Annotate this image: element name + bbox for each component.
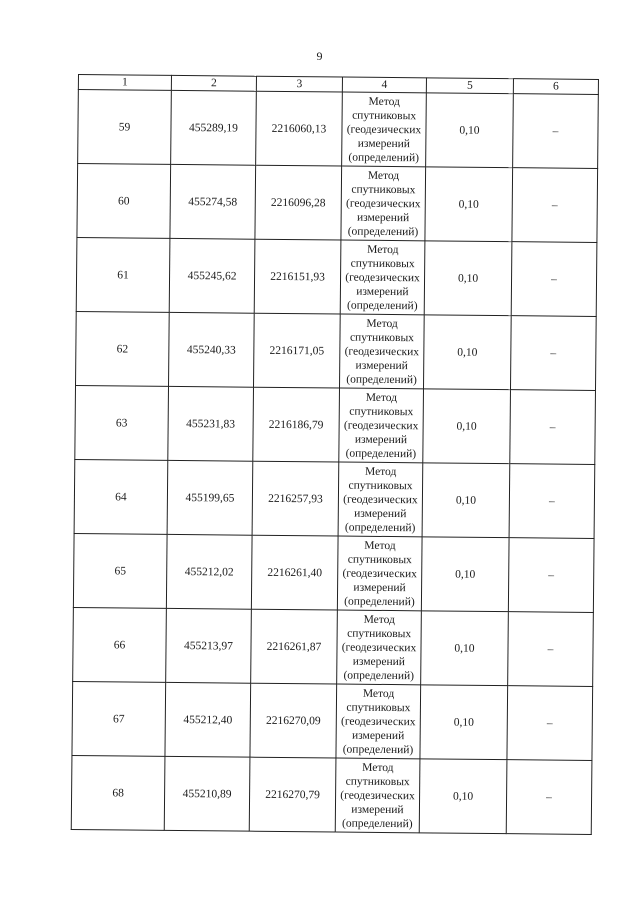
x-coordinate-cell: 455240,33 — [169, 312, 255, 387]
method-line: Метод — [364, 465, 397, 478]
method-line: (геодезических — [340, 789, 415, 802]
table-body — [71, 90, 598, 835]
accuracy-cell: 0,10 — [421, 537, 509, 612]
method-line: измерений — [354, 433, 408, 446]
column-header: 4 — [342, 77, 426, 93]
column-header: 6 — [513, 79, 598, 95]
method-line: спутниковых — [350, 257, 415, 270]
method-line: Метод — [363, 613, 395, 626]
method-line: (определений) — [348, 151, 420, 164]
note-cell: – — [508, 612, 594, 687]
method-cell — [335, 758, 420, 833]
note-cell: – — [509, 464, 595, 539]
method-line: (определений) — [342, 743, 414, 756]
method-line: (определений) — [341, 817, 413, 830]
method-line: измерений — [351, 803, 404, 816]
note-cell: – — [511, 242, 597, 317]
y-coordinate-cell: 2216261,87 — [251, 609, 338, 684]
method-line: Метод — [362, 761, 394, 774]
method-line: спутниковых — [346, 701, 411, 714]
method-cell — [336, 684, 421, 759]
method-line: спутниковых — [352, 109, 417, 122]
point-number-cell: 60 — [77, 164, 171, 239]
accuracy-cell: 0,10 — [423, 315, 511, 390]
point-number-cell: 66 — [73, 607, 167, 682]
table-row — [76, 311, 597, 390]
accuracy-cell: 0,10 — [422, 463, 510, 538]
table-row — [74, 459, 595, 538]
table-row — [73, 607, 594, 686]
accuracy-cell: 0,10 — [420, 685, 508, 760]
table-row — [76, 237, 597, 316]
method-line: Метод — [362, 687, 395, 700]
note-cell: – — [506, 760, 592, 835]
method-line: измерений — [353, 581, 406, 594]
table-row — [73, 533, 594, 612]
method-line: спутниковых — [345, 775, 410, 788]
y-coordinate-cell: 2216096,28 — [255, 165, 342, 240]
method-line: (геодезических — [346, 123, 422, 136]
method-line: (определений) — [344, 521, 416, 534]
point-number-cell: 61 — [76, 237, 170, 312]
method-cell — [339, 388, 424, 463]
table-row — [77, 164, 598, 243]
note-cell: – — [508, 538, 594, 613]
method-cell — [337, 610, 422, 685]
note-cell: – — [510, 390, 596, 465]
method-line: спутниковых — [349, 331, 415, 344]
column-header: 2 — [171, 75, 256, 91]
table-row — [71, 755, 592, 834]
x-coordinate-cell: 455231,83 — [168, 386, 254, 461]
method-cell — [338, 462, 423, 537]
table-row — [75, 385, 596, 464]
method-cell — [340, 240, 425, 315]
column-header: 1 — [78, 75, 171, 91]
method-line: Метод — [367, 243, 399, 256]
accuracy-cell: 0,10 — [425, 167, 513, 242]
x-coordinate-cell: 455274,58 — [170, 164, 256, 239]
x-coordinate-cell: 455212,02 — [166, 534, 252, 609]
note-cell: – — [513, 94, 599, 169]
note-cell: – — [510, 316, 596, 391]
method-line: (геодезических — [344, 345, 420, 358]
method-line: спутниковых — [351, 183, 416, 196]
method-line: спутниковых — [347, 553, 412, 566]
note-cell: – — [507, 686, 593, 761]
method-cell — [341, 166, 426, 241]
method-line: измерений — [352, 655, 406, 668]
method-line: (геодезических — [341, 641, 417, 654]
x-coordinate-cell: 455213,97 — [166, 608, 252, 683]
method-line: (определений) — [347, 225, 419, 238]
x-coordinate-cell: 455199,65 — [167, 460, 253, 535]
y-coordinate-cell: 2216270,79 — [249, 757, 336, 832]
x-coordinate-cell: 455210,89 — [164, 756, 250, 831]
table-row — [72, 681, 593, 760]
point-number-cell: 67 — [72, 681, 166, 756]
note-cell: – — [512, 168, 598, 243]
page-number: 9 — [316, 49, 323, 63]
method-line: измерений — [351, 729, 405, 742]
method-line: измерений — [357, 137, 411, 150]
method-line: (определений) — [346, 373, 417, 386]
x-coordinate-cell: 455289,19 — [171, 90, 257, 165]
method-cell — [342, 92, 427, 167]
point-number-cell: 63 — [75, 385, 169, 460]
y-coordinate-cell: 2216151,93 — [254, 239, 341, 314]
x-coordinate-cell: 455245,62 — [169, 238, 255, 313]
method-line: (определений) — [343, 669, 415, 682]
accuracy-cell: 0,10 — [421, 611, 509, 686]
method-line: (геодезических — [343, 419, 419, 432]
point-number-cell: 65 — [73, 533, 167, 608]
point-number-cell: 62 — [76, 311, 170, 386]
column-header: 3 — [256, 76, 342, 92]
y-coordinate-cell: 2216186,79 — [253, 387, 340, 462]
method-line: измерений — [356, 285, 409, 298]
accuracy-cell: 0,10 — [419, 759, 507, 834]
method-line: (геодезических — [343, 493, 418, 506]
method-line: спутниковых — [347, 627, 412, 640]
y-coordinate-cell: 2216171,05 — [254, 313, 341, 388]
method-cell — [339, 314, 424, 389]
method-line: (геодезических — [345, 271, 420, 284]
method-line: измерений — [355, 359, 408, 372]
point-number-cell: 59 — [78, 90, 172, 165]
accuracy-cell: 0,10 — [423, 389, 511, 464]
y-coordinate-cell: 2216270,09 — [250, 683, 337, 758]
method-line: Метод — [364, 539, 396, 552]
method-line: Метод — [368, 95, 400, 108]
accuracy-cell: 0,10 — [424, 241, 512, 316]
point-number-cell: 64 — [74, 459, 168, 534]
method-line: Метод — [366, 317, 398, 330]
method-line: спутниковых — [348, 479, 413, 492]
method-line: Метод — [365, 391, 398, 404]
method-line: (геодезических — [340, 715, 416, 728]
method-line: (определений) — [345, 447, 417, 460]
column-header: 5 — [426, 78, 513, 94]
x-coordinate-cell: 455212,40 — [165, 682, 251, 757]
method-cell — [337, 536, 422, 611]
point-number-cell: 68 — [71, 755, 165, 830]
method-line: (геодезических — [342, 567, 418, 580]
method-line: (геодезических — [345, 197, 421, 210]
y-coordinate-cell: 2216261,40 — [251, 535, 338, 610]
method-line: измерений — [356, 211, 410, 224]
method-line: измерений — [354, 507, 407, 520]
accuracy-cell: 0,10 — [426, 93, 514, 168]
y-coordinate-cell: 2216060,13 — [256, 91, 343, 166]
coordinates-table — [71, 74, 599, 835]
y-coordinate-cell: 2216257,93 — [252, 461, 339, 536]
method-line: (определений) — [344, 595, 415, 608]
method-line: (определений) — [346, 299, 418, 312]
table-row — [78, 90, 599, 169]
method-line: Метод — [367, 169, 400, 182]
method-line: спутниковых — [349, 405, 414, 418]
